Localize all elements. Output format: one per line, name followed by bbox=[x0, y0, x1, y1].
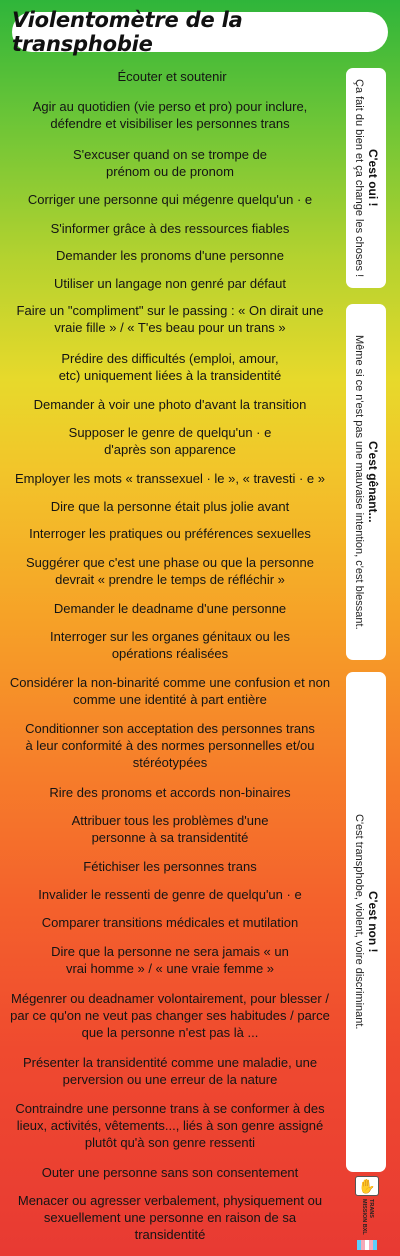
panel-genant bbox=[346, 304, 386, 660]
panel-oui-text: Ça fait du bien et ça change les choses ! bbox=[353, 78, 365, 278]
list-item: Employer les mots « transsexuel · le », « travesti · e » bbox=[15, 471, 325, 486]
list-item: S'informer grâce à des ressources fiables bbox=[50, 221, 290, 236]
logo-line2: BXL bbox=[361, 1223, 367, 1235]
panel-genant-text: Même si ce n'est pas une mauvaise intention, c'est blessant. bbox=[353, 334, 365, 630]
list-item: Dire que la personne était plus jolie avant bbox=[50, 499, 290, 514]
list-item: Faire un "compliment" sur le passing : « On dirait une vraie fille » / « T'es beau pour un trans » bbox=[16, 303, 324, 335]
list-item: Menacer ou agresser verbalement, physiquement ou sexuellement une personne en raison de sa transidentité bbox=[17, 1193, 323, 1242]
logo bbox=[348, 1176, 386, 1250]
list-item: Conditionner son acceptation des personnes trans à leur conformité à des normes personnelles et/ou stéréotypées bbox=[25, 721, 315, 770]
list-item: Demander à voir une photo d'avant la transition bbox=[33, 397, 307, 412]
hand-icon: ✋ bbox=[355, 1176, 379, 1196]
list-item: Interroger les pratiques ou préférences sexuelles bbox=[29, 526, 311, 541]
trans-flag-icon bbox=[357, 1240, 377, 1250]
panel-oui bbox=[346, 68, 386, 288]
list-item: Présenter la transidentité comme une maladie, une perversion ou une erreur de la nature bbox=[22, 1055, 318, 1087]
list-item: Utiliser un langage non genré par défaut bbox=[54, 276, 286, 291]
list-item: Attribuer tous les problèmes d'une personne à sa transidentité bbox=[71, 813, 269, 845]
list-item: Dire que la personne ne sera jamais « un vrai homme » / « une vraie femme » bbox=[51, 944, 289, 976]
list-item: Rire des pronoms et accords non-binaires bbox=[49, 785, 291, 800]
panel-oui-heading: C'est oui ! bbox=[366, 149, 380, 207]
panel-non-heading: C'est non ! bbox=[366, 891, 380, 953]
list-item: Comparer transitions médicales et mutilation bbox=[41, 915, 299, 930]
page-title: Violentomètre de la transphobie bbox=[12, 12, 388, 52]
list-item: Prédire des difficultés (emploi, amour, etc) uniquement liées à la transidentité bbox=[58, 351, 282, 383]
list-item: Supposer le genre de quelqu'un · e d'après son apparence bbox=[68, 425, 272, 457]
list-item: Fétichiser les personnes trans bbox=[83, 859, 257, 874]
list-item: Interroger sur les organes génitaux ou les opérations réalisées bbox=[50, 629, 290, 661]
list-item: Invalider le ressenti de genre de quelqu'un · e bbox=[38, 887, 302, 902]
panel-non bbox=[346, 672, 386, 1172]
list-item: Suggérer que c'est une phase ou que la personne devrait « prendre le temps de réfléchir » bbox=[26, 555, 314, 587]
list-item: Considérer la non-binarité comme une confusion et non comme une identité à part entière bbox=[9, 675, 331, 707]
list-item: Outer une personne sans son consentement bbox=[41, 1165, 299, 1180]
list-item: Contraindre une personne trans à se conformer à des lieux, activités, vêtements..., liés à son genre assigné plutôt qu'à son genre ressenti bbox=[15, 1101, 325, 1150]
list-item: Agir au quotidien (vie perso et pro) pour inclure, défendre et visibiliser les personnes trans bbox=[32, 99, 308, 131]
list-item: Demander les pronoms d'une personne bbox=[56, 248, 284, 263]
logo-line1: TRANS MISSION bbox=[361, 1199, 374, 1223]
panel-non-text: C'est transphobe, violent, voire discriminant. bbox=[353, 814, 365, 1030]
list-item: Écouter et soutenir bbox=[117, 69, 227, 84]
panel-genant-heading: C'est gênant... bbox=[366, 441, 380, 523]
list-item: Demander le deadname d'une personne bbox=[53, 601, 287, 616]
list-item: Mégenrer ou deadnamer volontairement, pour blesser / par ce qu'on ne veut pas changer ses habitudes / parce que la personne n'est pas là ... bbox=[10, 991, 330, 1040]
list-item: S'excuser quand on se trompe de prénom ou de pronom bbox=[73, 147, 267, 179]
list-item: Corriger une personne qui mégenre quelqu'un · e bbox=[27, 192, 313, 207]
